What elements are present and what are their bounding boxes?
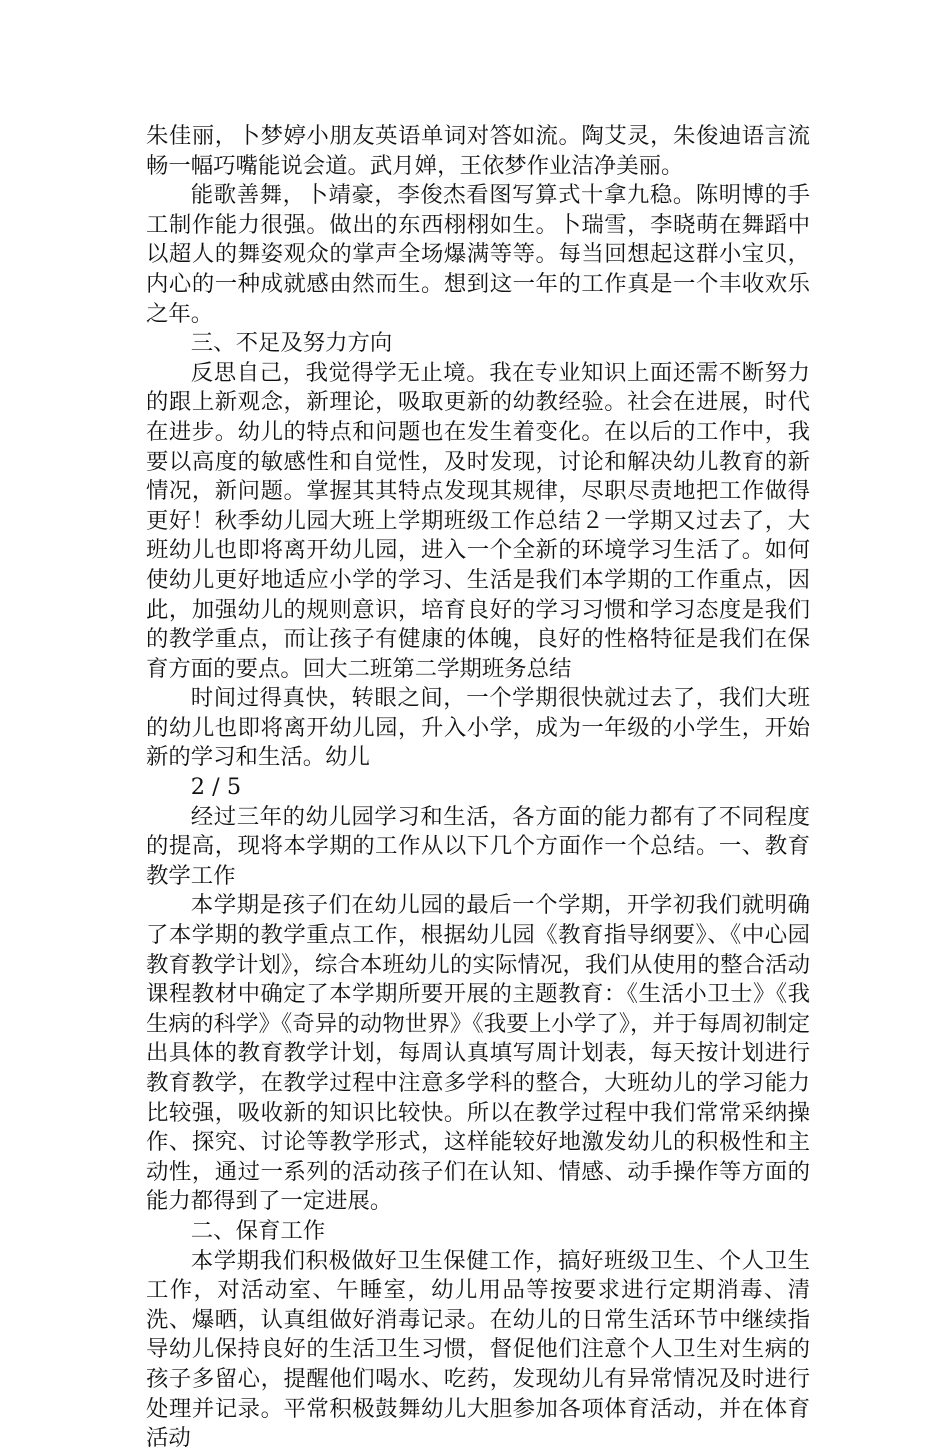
paragraph-10: 本学期我们积极做好卫生保健工作，搞好班级卫生、个人卫生工作，对活动室、午睡室，幼儿用品等按要求进行定期消毒、清洗、爆晒，认真组做好消毒记录。在幼儿的日常生活环节中继续指导幼儿保持良好的生活卫生习惯，督促他们注意个人卫生对生病的孩子多留心，提醒他们喝水、吃药，发现幼儿有异常情况及时进行处理并记录。平常积极鼓舞幼儿大胆参加各项体育活动，并在体育活动 [146,1247,810,1452]
paragraph-5: 时间过得真快，转眼之间，一个学期很快就过去了，我们大班的幼儿也即将离开幼儿园，升入小学，成为一年级的小学生，开始新的学习和生活。幼儿 [146,685,810,771]
paragraph-4: 反思自己，我觉得学无止境。我在专业知识上面还需不断努力的跟上新观念，新理论，吸取更新的幼教经验。社会在进展，时代在进步。幼儿的特点和问题也在发生着变化。在以后的工作中，我要以高度的敏感性和自觉性，及时发现，讨论和解决幼儿教育的新情况，新问题。掌握其其特点发现其规律，尽职尽责地把工作做得更好！秋季幼儿园大班上学期班级工作总结２一学期又过去了，大班幼儿也即将离开幼儿园，进入一个全新的环境学习生活了。如何使幼儿更好地适应小学的学习、生活是我们本学期的工作重点，因此，加强幼儿的规则意识，培育良好的学习习惯和学习态度是我们的教学重点，而让孩子有健康的体魄，良好的性格特征是我们在保育方面的要点。回大二班第二学期班务总结 [146,359,810,682]
paragraph-8: 本学期是孩子们在幼儿园的最后一个学期，开学初我们就明确了本学期的教学重点工作，根据幼儿园《教育指导纲要》、《中心园教育教学计划》，综合本班幼儿的实际情况，我们从使用的整合活动课程教材中确定了本学期所要开展的主题教育：《生活小卫士》《我生病的科学》《奇异的动物世界》《我要上小学了》，并于每周初制定出具体的教育教学计划，每周认真填写周计划表，每天按计划进行教育教学，在教学过程中注意多学科的整合，大班幼儿的学习能力比较强，吸收新的知识比较快。所以在教学过程中我们常常采纳操作、探究、讨论等教学形式，这样能较好地激发幼儿的积极性和主动性，通过一系列的活动孩子们在认知、情感、动手操作等方面的能力都得到了一定进展。 [146,892,810,1215]
paragraph-7: 经过三年的幼儿园学习和生活，各方面的能力都有了不同程度的提高，现将本学期的工作从以下几个方面作一个总结。一、教育教学工作 [146,803,810,889]
paragraph-1: 朱佳丽，卜梦婷小朋友英语单词对答如流。陶艾灵，朱俊迪语言流畅一幅巧嘴能说会道。武月婵，王依梦作业洁净美丽。 [146,123,810,179]
page-number: 2 / 5 [190,774,242,801]
document-page [146,122,810,1454]
section-heading-2: 二、保育工作 [190,1217,326,1244]
section-heading-3: 三、不足及努力方向 [190,330,393,357]
paragraph-2: 能歌善舞，卜靖豪，李俊杰看图写算式十拿九稳。陈明博的手工制作能力很强。做出的东西栩栩如生。卜瑞雪，李晓萌在舞蹈中以超人的舞姿观众的掌声全场爆满等等。每当回想起这群小宝贝，内心的一种成就感由然而生。想到这一年的工作真是一个丰收欢乐之年。 [146,182,810,327]
